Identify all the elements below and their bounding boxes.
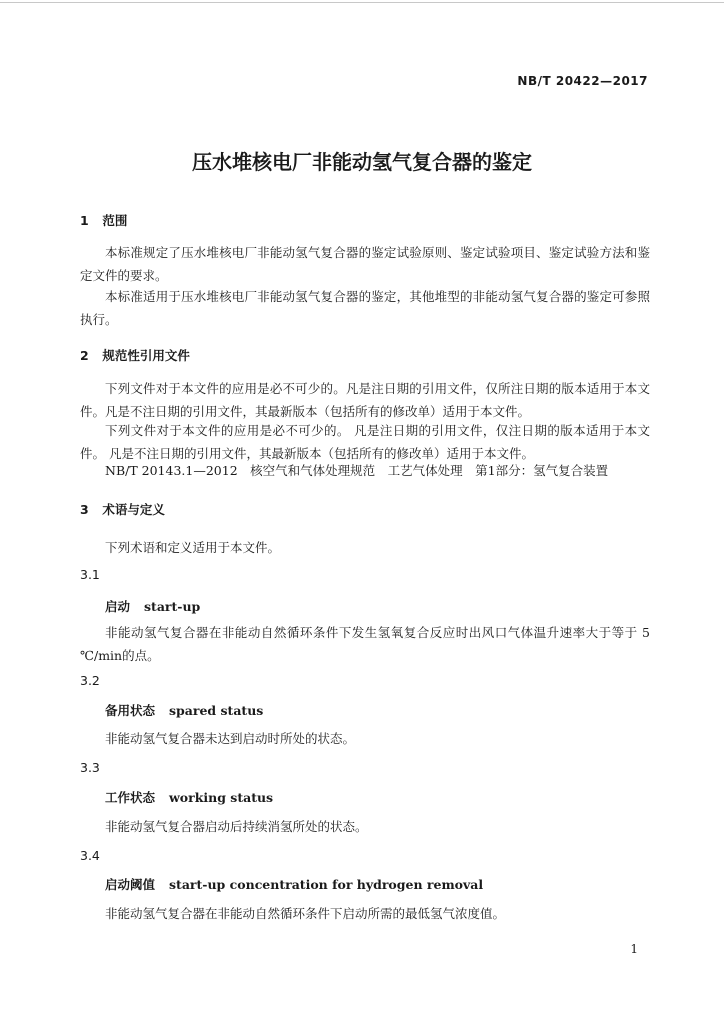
term-definition: 非能动氢气复合器在非能动自然循环条件下启动所需的最低氢气浓度值。 — [105, 906, 506, 921]
clause-number: 3.3 — [80, 760, 100, 775]
section-number: 3 — [80, 502, 89, 517]
term-english: working status — [169, 790, 274, 805]
normative-reference: NB/T 20143.1—2012 核空气和气体处理规范 工艺气体处理 第1部分：氢气复合装置 — [105, 463, 609, 478]
clause-number: 3.1 — [80, 567, 100, 582]
term-entry — [105, 875, 483, 893]
section-title: 规范性引用文件 — [102, 348, 190, 363]
section-intro: 下列术语和定义适用于本文件。 — [105, 540, 281, 555]
term-definition: 非能动氢气复合器未达到启动时所处的状态。 — [105, 731, 356, 746]
section-number: 2 — [80, 348, 89, 363]
section-title: 术语与定义 — [102, 502, 165, 517]
paragraph: 下列文件对于本文件的应用是必不可少的。凡是注日期的引用文件，仅所注日期的版本适用于本文件。凡是不注日期的引用文件，其最新版本（包括所有的修改单）适用于本文件。 — [80, 381, 650, 419]
term-entry — [105, 788, 273, 806]
paragraph: 本标准适用于压水堆核电厂非能动氢气复合器的鉴定，其他堆型的非能动氢气复合器的鉴定可参照执行。 — [80, 289, 650, 327]
scan-edge-line — [0, 2, 724, 3]
term-definition: 非能动氢气复合器启动后持续消氢所处的状态。 — [105, 819, 368, 834]
term-entry — [105, 597, 200, 615]
paragraph: 下列文件对于本文件的应用是必不可少的。 凡是注日期的引用文件，仅注日期的版本适用于本文件。 凡是不注日期的引用文件，其最新版本（包括所有的修改单）适用于本文件。 — [80, 423, 650, 461]
term-definition: 非能动氢气复合器在非能动自然循环条件下发生氢氧复合反应时出风口气体温升速率大于等于 5 ℃/min的点。 — [80, 625, 650, 663]
paragraph: 本标准规定了压水堆核电厂非能动氢气复合器的鉴定试验原则、鉴定试验项目、鉴定试验方法和鉴定文件的要求。 — [80, 245, 650, 283]
term-entry — [105, 701, 263, 719]
page-number: 1 — [630, 942, 638, 956]
section-heading-scope — [80, 211, 127, 229]
section-heading-terms-definitions — [80, 500, 165, 518]
standard-code: NB/T 20422—2017 — [517, 74, 648, 88]
section-heading-normative-references — [80, 346, 190, 364]
term-chinese: 工作状态 — [105, 790, 156, 805]
term-english: start-up — [144, 599, 201, 614]
term-chinese: 启动阈值 — [105, 877, 156, 892]
section-title: 范围 — [102, 213, 128, 228]
section-number: 1 — [80, 213, 89, 228]
term-chinese: 备用状态 — [105, 703, 156, 718]
term-english: spared status — [169, 703, 264, 718]
term-chinese: 启动 — [105, 599, 131, 614]
term-english: start-up concentration for hydrogen removal — [169, 877, 484, 892]
document-title: 压水堆核电厂非能动氢气复合器的鉴定 — [192, 150, 532, 174]
clause-number: 3.4 — [80, 848, 100, 863]
clause-number: 3.2 — [80, 673, 100, 688]
